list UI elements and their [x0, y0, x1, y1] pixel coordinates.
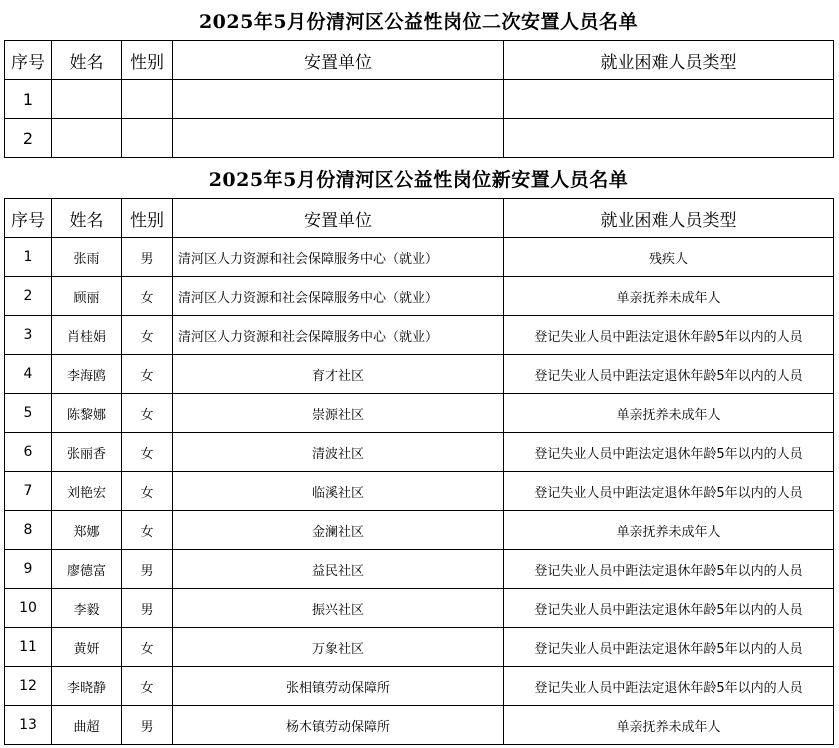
cell-name: 李海鸥	[52, 355, 122, 394]
cell-index: 13	[5, 706, 52, 745]
cell-index: 2	[5, 277, 52, 316]
section1-title: 2025年5月份清河区公益性岗位二次安置人员名单	[198, 10, 639, 33]
table-row	[5, 472, 834, 511]
cell-name: 廖德富	[52, 550, 122, 589]
cell-gender: 女	[122, 277, 173, 316]
cell-type: 登记失业人员中距法定退休年龄5年以内的人员	[504, 628, 834, 667]
cell-type: 登记失业人员中距法定退休年龄5年以内的人员	[504, 550, 834, 589]
cell-type: 单亲抚养未成年人	[504, 394, 834, 433]
cell-unit	[173, 119, 504, 158]
header-type: 就业困难人员类型	[504, 199, 834, 238]
cell-gender: 男	[122, 589, 173, 628]
table-row	[5, 511, 834, 550]
header-gender: 性别	[122, 199, 173, 238]
cell-name: 顾丽	[52, 277, 122, 316]
cell-unit: 清河区人力资源和社会保障服务中心（就业）	[173, 316, 504, 355]
table-row	[5, 119, 834, 158]
cell-name: 黄妍	[52, 628, 122, 667]
cell-unit: 清波社区	[173, 433, 504, 472]
table-row	[5, 238, 834, 277]
cell-gender: 女	[122, 511, 173, 550]
cell-unit: 杨木镇劳动保障所	[173, 706, 504, 745]
table-row	[5, 589, 834, 628]
cell-gender: 男	[122, 238, 173, 277]
cell-gender: 女	[122, 355, 173, 394]
cell-index: 10	[5, 589, 52, 628]
table-row	[5, 550, 834, 589]
cell-type: 登记失业人员中距法定退休年龄5年以内的人员	[504, 316, 834, 355]
cell-index: 1	[5, 238, 52, 277]
header-name: 姓名	[52, 41, 122, 80]
table-row	[5, 706, 834, 745]
section2-title: 2025年5月份清河区公益性岗位新安置人员名单	[208, 168, 629, 191]
cell-index: 6	[5, 433, 52, 472]
header-index: 序号	[5, 41, 52, 80]
cell-name: 郑娜	[52, 511, 122, 550]
table-header-row	[5, 41, 834, 80]
table-row	[5, 80, 834, 119]
cell-index: 7	[5, 472, 52, 511]
cell-type: 登记失业人员中距法定退休年龄5年以内的人员	[504, 355, 834, 394]
secondary-placement-table	[4, 40, 834, 158]
header-unit: 安置单位	[173, 199, 504, 238]
cell-name	[52, 119, 122, 158]
cell-unit: 张相镇劳动保障所	[173, 667, 504, 706]
cell-gender: 女	[122, 628, 173, 667]
cell-unit	[173, 80, 504, 119]
cell-name: 曲超	[52, 706, 122, 745]
table-row	[5, 433, 834, 472]
cell-gender: 女	[122, 667, 173, 706]
cell-name	[52, 80, 122, 119]
cell-index: 9	[5, 550, 52, 589]
cell-unit: 金澜社区	[173, 511, 504, 550]
table-row	[5, 355, 834, 394]
cell-name: 李毅	[52, 589, 122, 628]
header-type: 就业困难人员类型	[504, 41, 834, 80]
cell-unit: 振兴社区	[173, 589, 504, 628]
cell-gender	[122, 80, 173, 119]
cell-type: 登记失业人员中距法定退休年龄5年以内的人员	[504, 472, 834, 511]
cell-type: 单亲抚养未成年人	[504, 706, 834, 745]
cell-name: 张雨	[52, 238, 122, 277]
cell-type: 登记失业人员中距法定退休年龄5年以内的人员	[504, 667, 834, 706]
cell-name: 李晓静	[52, 667, 122, 706]
cell-index: 3	[5, 316, 52, 355]
table-header-row	[5, 199, 834, 238]
cell-index: 11	[5, 628, 52, 667]
cell-unit: 育才社区	[173, 355, 504, 394]
cell-index: 8	[5, 511, 52, 550]
table-row	[5, 628, 834, 667]
header-name: 姓名	[52, 199, 122, 238]
cell-gender: 女	[122, 394, 173, 433]
cell-index: 1	[5, 80, 52, 119]
cell-type: 登记失业人员中距法定退休年龄5年以内的人员	[504, 433, 834, 472]
cell-type: 单亲抚养未成年人	[504, 511, 834, 550]
cell-type: 登记失业人员中距法定退休年龄5年以内的人员	[504, 589, 834, 628]
cell-unit: 清河区人力资源和社会保障服务中心（就业）	[173, 238, 504, 277]
cell-type: 单亲抚养未成年人	[504, 277, 834, 316]
cell-name: 张丽香	[52, 433, 122, 472]
cell-type	[504, 80, 834, 119]
cell-index: 4	[5, 355, 52, 394]
table-row	[5, 316, 834, 355]
cell-index: 2	[5, 119, 52, 158]
header-unit: 安置单位	[173, 41, 504, 80]
cell-gender: 女	[122, 433, 173, 472]
cell-type	[504, 119, 834, 158]
new-placement-table	[4, 198, 834, 745]
cell-name: 陈黎娜	[52, 394, 122, 433]
cell-type: 残疾人	[504, 238, 834, 277]
table-row	[5, 667, 834, 706]
cell-index: 12	[5, 667, 52, 706]
cell-index: 5	[5, 394, 52, 433]
header-index: 序号	[5, 199, 52, 238]
cell-gender	[122, 119, 173, 158]
cell-unit: 清河区人力资源和社会保障服务中心（就业）	[173, 277, 504, 316]
header-gender: 性别	[122, 41, 173, 80]
cell-unit: 崇源社区	[173, 394, 504, 433]
cell-gender: 女	[122, 472, 173, 511]
cell-name: 肖桂娟	[52, 316, 122, 355]
cell-gender: 女	[122, 316, 173, 355]
cell-unit: 临溪社区	[173, 472, 504, 511]
table-row	[5, 277, 834, 316]
table-row	[5, 394, 834, 433]
cell-unit: 益民社区	[173, 550, 504, 589]
cell-name: 刘艳宏	[52, 472, 122, 511]
cell-unit: 万象社区	[173, 628, 504, 667]
cell-gender: 男	[122, 706, 173, 745]
cell-gender: 男	[122, 550, 173, 589]
